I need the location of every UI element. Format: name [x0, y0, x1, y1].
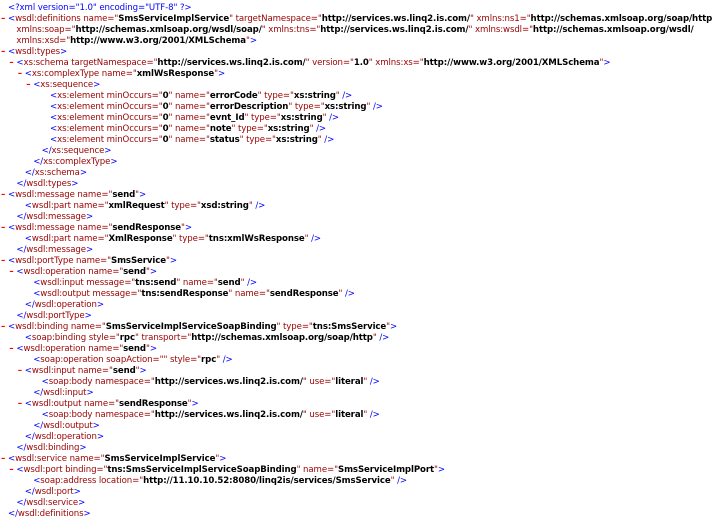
- xml-attribute-name: name=": [85, 267, 124, 277]
- xml-attribute-value: http://services.ws.linq2.is.com/: [321, 14, 470, 24]
- xml-punctuation: />: [220, 355, 233, 365]
- xml-tag-name: wsdl:types: [26, 179, 72, 189]
- xml-attribute-name: " name=": [228, 289, 270, 299]
- xml-attribute-name: ": [135, 190, 140, 200]
- collapse-toggle-icon[interactable]: –: [1, 454, 6, 464]
- xml-punctuation: />: [370, 102, 383, 112]
- xml-punctuation: >: [85, 212, 94, 222]
- xml-punctuation: </: [41, 146, 52, 156]
- xml-tag-name: wsdl:portType: [26, 311, 85, 321]
- xml-punctuation: />: [313, 124, 326, 134]
- xml-attribute-name: " type=": [231, 124, 268, 134]
- xml-attribute-value: xmlRequest: [108, 201, 165, 211]
- xml-attribute-name: name=": [74, 223, 113, 233]
- xml-tag-name: wsdl:binding: [26, 443, 80, 453]
- xml-attribute-name: name=": [66, 454, 105, 464]
- xml-attribute-name: ": [240, 278, 245, 288]
- xml-attribute-name: " type=": [172, 234, 209, 244]
- xml-tag-name: soap:body: [48, 410, 93, 420]
- xml-tag-name: xs:schema: [34, 168, 80, 178]
- xml-attribute-name: targetNamespace=": [68, 58, 158, 68]
- xml-punctuation: />: [394, 476, 407, 486]
- xml-tag-name: xs:sequence: [51, 146, 105, 156]
- xml-attribute-value: 0: [162, 124, 169, 134]
- xml-punctuation: >: [169, 256, 177, 266]
- xml-tag-name: wsdl:output: [31, 399, 82, 409]
- xml-attribute-value: xs:string: [324, 102, 367, 112]
- xml-punctuation: </: [8, 509, 18, 519]
- xml-punctuation: <: [24, 69, 32, 79]
- xml-punctuation: <: [33, 289, 41, 299]
- xml-attribute-name: ": [335, 91, 340, 101]
- xml-punctuation: >: [83, 509, 91, 519]
- xml-punctuation: <: [50, 135, 58, 145]
- xml-tag-name: wsdl:input: [43, 388, 87, 398]
- xml-attribute-name: ": [363, 410, 368, 420]
- xml-attribute-value: 0: [162, 91, 169, 101]
- xml-punctuation: >: [139, 190, 147, 200]
- xml-attribute-value: XmlResponse: [108, 234, 173, 244]
- xml-attribute-name: ": [216, 355, 221, 365]
- xml-attribute-name: binding=": [62, 465, 108, 475]
- xml-document-view: [0, 2, 712, 519]
- xml-attribute-value: send: [112, 190, 136, 200]
- xml-tag-name: xs:sequence: [40, 80, 94, 90]
- xml-attribute-value: http://11.10.10.52:8080/linq2is/services/SmsService: [143, 476, 391, 486]
- xml-attribute-value: SmsService: [110, 256, 166, 266]
- xml-tag-name: wsdl:operation: [23, 344, 86, 354]
- xml-punctuation: <: [33, 355, 41, 365]
- xml-punctuation: <: [8, 190, 16, 200]
- xml-punctuation: />: [308, 234, 321, 244]
- xml-punctuation: >: [71, 179, 79, 189]
- xml-punctuation: <: [24, 234, 32, 244]
- xml-attribute-value: tns:sendResponse: [141, 289, 229, 299]
- xml-tag-name: wsdl:message: [15, 223, 75, 233]
- xml-punctuation: <: [41, 410, 49, 420]
- xml-tag-name: wsdl:input: [40, 278, 84, 288]
- xml-attribute-name: minOccurs=": [104, 124, 163, 134]
- xml-attribute-value: tns:SmsService: [312, 322, 387, 332]
- collapse-toggle-icon[interactable]: –: [9, 58, 14, 68]
- xml-attribute-value: http://services.ws.linq2.is.com/: [154, 377, 303, 387]
- xml-punctuation: <: [16, 58, 24, 68]
- xml-attribute-value: evnt_Id: [209, 113, 245, 123]
- xml-punctuation: <: [8, 47, 16, 57]
- xml-attribute-value: xmlWsResponse: [136, 69, 215, 79]
- xml-punctuation: >: [149, 267, 157, 277]
- xml-attribute-value: rpc: [201, 355, 217, 365]
- xml-attribute-name: minOccurs=": [104, 113, 163, 123]
- xml-attribute-name: " targetNamespace=": [229, 14, 322, 24]
- xml-attribute-value: SmsServiceImplServiceSoapBinding: [105, 322, 277, 332]
- xml-punctuation: <: [16, 465, 24, 475]
- xml-tag-name: wsdl:operation: [34, 300, 97, 310]
- xml-punctuation: </: [16, 443, 27, 453]
- xml-tag-name: wsdl:definitions: [17, 509, 84, 519]
- xml-punctuation: <: [16, 267, 24, 277]
- xml-attribute-value: xs:string: [267, 124, 310, 134]
- xml-attribute-value: SmsServiceImplService: [118, 14, 230, 24]
- xml-punctuation: <: [24, 366, 32, 376]
- xml-attribute-name: ": [309, 124, 314, 134]
- xml-punctuation: <: [8, 223, 16, 233]
- xml-attribute-name: soapAction="" style=": [103, 355, 202, 365]
- xml-tag-name: wsdl:port: [34, 487, 74, 497]
- xml-tag-name: soap:binding: [31, 333, 87, 343]
- xml-attribute-name: name=": [99, 69, 137, 79]
- xml-tag-name: wsdl:service: [26, 498, 79, 508]
- collapse-toggle-icon[interactable]: –: [1, 47, 6, 57]
- xml-attribute-name: minOccurs=": [104, 135, 163, 145]
- xml-attribute-name: ": [146, 344, 150, 354]
- collapse-toggle-icon[interactable]: –: [1, 223, 6, 233]
- xml-attribute-value: http://services.ws.linq2.is.com/: [157, 58, 306, 68]
- xml-attribute-name: name=": [85, 344, 124, 354]
- xml-punctuation: >: [79, 168, 87, 178]
- xml-attribute-name: " name=": [168, 91, 210, 101]
- xml-attribute-name: " use=": [302, 377, 336, 387]
- xml-attribute-value: 0: [162, 113, 169, 123]
- xml-punctuation: <: [16, 344, 24, 354]
- collapse-toggle-icon[interactable]: –: [1, 190, 6, 200]
- xml-attribute-value: tns:xmlWsResponse: [208, 234, 305, 244]
- xml-attribute-name: name=": [70, 234, 109, 244]
- xml-attribute-name: xmlns:soap=": [16, 25, 76, 35]
- xml-punctuation: <: [8, 322, 16, 332]
- xml-attribute-name: ": [146, 267, 150, 277]
- xml-attribute-value: xs:string: [275, 135, 318, 145]
- xml-attribute-name: " xmlns:wsdl=": [468, 25, 533, 35]
- xml-punctuation: >: [110, 157, 118, 167]
- xml-attribute-name: name=": [70, 201, 109, 211]
- xml-punctuation: >: [86, 388, 94, 398]
- xml-punctuation: <: [8, 14, 16, 24]
- collapse-toggle-icon[interactable]: –: [1, 14, 6, 24]
- xml-attribute-name: ": [135, 366, 140, 376]
- xml-punctuation: </: [33, 388, 44, 398]
- xml-punctuation: <: [24, 333, 32, 343]
- xml-punctuation: <: [50, 102, 58, 112]
- xml-tag-name: soap:body: [48, 377, 93, 387]
- xml-attribute-name: " use=": [302, 410, 336, 420]
- xml-attribute-name: message=": [83, 278, 136, 288]
- xml-attribute-name: " type=": [239, 135, 276, 145]
- xml-attribute-value: 0: [162, 135, 169, 145]
- xml-punctuation: >: [249, 36, 257, 46]
- xml-attribute-value: http://schemas.xmlsoap.org/soap/http: [530, 14, 712, 24]
- xml-attribute-value: errorDescription: [209, 102, 289, 112]
- xml-attribute-value: http://www.w3.org/2001/XMLSchema: [423, 58, 600, 68]
- xml-punctuation: <: [33, 278, 41, 288]
- xml-punctuation: <: [8, 256, 16, 266]
- xml-attribute-value: tns:SmsServiceImplServiceSoapBinding: [107, 465, 297, 475]
- xml-punctuation: <: [24, 201, 32, 211]
- xml-attribute-name: ": [338, 289, 343, 299]
- xml-punctuation: <: [50, 91, 58, 101]
- xml-attribute-name: " name=": [168, 113, 210, 123]
- xml-punctuation: <: [50, 124, 58, 134]
- xml-punctuation: />: [376, 333, 390, 343]
- xml-punctuation: <: [8, 454, 16, 464]
- xml-attribute-name: " type=": [164, 201, 201, 211]
- xml-punctuation: </: [16, 498, 27, 508]
- xml-attribute-name: ": [187, 399, 192, 409]
- xml-attribute-name: " name=": [168, 124, 210, 134]
- xml-punctuation: </: [24, 432, 35, 442]
- xml-attribute-value: errorCode: [209, 91, 258, 101]
- xml-tag-name: soap:operation: [40, 355, 104, 365]
- xml-punctuation: >: [149, 344, 157, 354]
- xml-attribute-name: name=": [81, 399, 119, 409]
- xml-attribute-value: sendResponse: [112, 223, 182, 233]
- xml-attribute-name: ": [363, 377, 368, 387]
- xml-attribute-value: send: [112, 366, 136, 376]
- xml-punctuation: >: [219, 454, 227, 464]
- collapse-toggle-icon[interactable]: –: [9, 344, 14, 354]
- xml-attribute-name: " transport=": [134, 333, 192, 343]
- xml-attribute-name: location=": [96, 476, 144, 486]
- xml-attribute-value: xsd:string: [200, 201, 249, 211]
- xml-tag-name: xs:element: [57, 91, 105, 101]
- xml-tag-name: wsdl:message: [26, 212, 86, 222]
- xml-tag-name: xs:schema: [23, 58, 69, 68]
- xml-attribute-name: ": [322, 113, 327, 123]
- xml-punctuation: >: [139, 366, 147, 376]
- xml-punctuation: >: [96, 300, 104, 310]
- xml-attribute-value: rpc: [119, 333, 135, 343]
- xml-punctuation: >: [104, 146, 112, 156]
- xml-attribute-value: SmsServiceImplService: [104, 454, 216, 464]
- xml-tag-name: wsdl:part: [31, 201, 71, 211]
- xml-tag-name: wsdl:output: [40, 289, 90, 299]
- xml-attribute-name: " type=": [257, 91, 294, 101]
- xml-attribute-name: minOccurs=": [104, 102, 163, 112]
- xml-attribute-value: 1.0: [353, 58, 369, 68]
- xml-attribute-value: status: [209, 135, 240, 145]
- xml-attribute-value: sendResponse: [118, 399, 188, 409]
- xml-attribute-name: ": [214, 69, 218, 79]
- xml-attribute-name: name=": [68, 322, 106, 332]
- xml-attribute-name: " name=": [176, 278, 218, 288]
- xml-attribute-name: ": [215, 454, 220, 464]
- xml-attribute-name: ": [372, 333, 377, 343]
- xml-attribute-name: " xmlns:ns1=": [469, 14, 531, 24]
- xml-punctuation: />: [321, 135, 335, 145]
- xml-punctuation: >: [96, 432, 104, 442]
- xml-attribute-name: " xmlns:xs=": [368, 58, 424, 68]
- xml-punctuation: >: [437, 465, 445, 475]
- xml-attribute-value: note: [209, 124, 232, 134]
- xml-line: [33, 475, 407, 487]
- xml-attribute-name: name=": [75, 366, 113, 376]
- xml-attribute-name: namespace=": [92, 377, 155, 387]
- xml-punctuation: >: [84, 311, 92, 321]
- xml-punctuation: >: [92, 421, 100, 431]
- xml-attribute-name: message=": [89, 289, 142, 299]
- xml-attribute-name: ": [181, 223, 185, 233]
- xml-attribute-name: ": [599, 58, 604, 68]
- xml-punctuation: >: [60, 47, 68, 57]
- xml-attribute-name: ": [165, 256, 170, 266]
- xml-attribute-value: http://schemas.xmlsoap.org/wsdl/soap/: [75, 25, 262, 35]
- collapse-toggle-icon[interactable]: –: [1, 256, 6, 266]
- xml-attribute-value: http://services.ws.linq2.is.com/: [320, 25, 469, 35]
- xml-line: [8, 508, 91, 520]
- xml-punctuation: >: [79, 443, 87, 453]
- xml-attribute-name: name=": [80, 14, 119, 24]
- xml-punctuation: </: [16, 179, 27, 189]
- xml-punctuation: </: [16, 311, 27, 321]
- xml-punctuation: </: [24, 487, 35, 497]
- xml-tag-name: soap:address: [40, 476, 97, 486]
- xml-punctuation: />: [342, 289, 355, 299]
- xml-tag-name: wsdl:input: [31, 366, 76, 376]
- xml-attribute-name: " name=": [296, 465, 338, 475]
- xml-tag-name: xs:element: [57, 102, 105, 112]
- xml-attribute-value: send: [217, 278, 241, 288]
- xml-tag-name: wsdl:types: [15, 47, 61, 57]
- xml-attribute-value: http://services.ws.linq2.is.com/: [154, 410, 303, 420]
- xml-tag-name: xs:element: [57, 124, 105, 134]
- xml-tag-name: wsdl:message: [15, 190, 75, 200]
- xml-attribute-name: ": [386, 322, 391, 332]
- collapse-toggle-icon[interactable]: –: [9, 465, 14, 475]
- xml-tag-name: xs:element: [57, 113, 105, 123]
- xml-punctuation: <: [33, 476, 41, 486]
- xml-tag-name: wsdl:message: [26, 245, 86, 255]
- xml-punctuation: <: [41, 377, 49, 387]
- xml-punctuation: </: [33, 421, 44, 431]
- collapse-toggle-icon[interactable]: –: [17, 366, 22, 376]
- xml-attribute-name: ": [317, 135, 322, 145]
- xml-punctuation: <: [33, 80, 41, 90]
- xml-attribute-value: sendResponse: [269, 289, 339, 299]
- xml-tag-name: wsdl:service: [15, 454, 67, 464]
- xml-attribute-name: " xmlns:tns=": [261, 25, 321, 35]
- xml-punctuation: >: [93, 80, 101, 90]
- xml-punctuation: </: [24, 300, 35, 310]
- xml-attribute-value: xs:string: [293, 91, 336, 101]
- collapse-toggle-icon[interactable]: –: [26, 80, 31, 90]
- xml-punctuation: >: [73, 487, 81, 497]
- xml-tag-name: wsdl:operation: [23, 267, 86, 277]
- xml-attribute-name: ": [390, 476, 395, 486]
- xml-attribute-name: name=": [73, 256, 111, 266]
- collapse-toggle-icon[interactable]: –: [17, 69, 22, 79]
- xml-attribute-value: SmsServiceImplPort: [337, 465, 434, 475]
- xml-punctuation: >: [85, 245, 94, 255]
- collapse-toggle-icon[interactable]: –: [17, 399, 22, 409]
- xml-attribute-value: tns:send: [135, 278, 177, 288]
- xml-attribute-name: minOccurs=": [104, 91, 163, 101]
- xml-attribute-name: " version=": [305, 58, 354, 68]
- xml-attribute-name: " type=": [244, 113, 281, 123]
- xml-punctuation: </: [16, 245, 27, 255]
- xml-tag-name: xs:element: [57, 135, 105, 145]
- xml-tag-name: wsdl:port: [23, 465, 63, 475]
- xml-attribute-name: ": [245, 36, 250, 46]
- xml-tag-name: wsdl:part: [31, 234, 71, 244]
- xml-attribute-name: ": [366, 102, 371, 112]
- xml-punctuation: >: [217, 69, 226, 79]
- xml-punctuation: />: [326, 113, 340, 123]
- xml-attribute-value: send: [123, 267, 146, 277]
- xml-attribute-name: style=": [86, 333, 120, 343]
- xml-tag-name: wsdl:binding: [15, 322, 69, 332]
- xml-attribute-value: http://schemas.xmlsoap.org/soap/http: [191, 333, 373, 343]
- xml-punctuation: />: [252, 201, 266, 211]
- xml-attribute-name: ": [433, 465, 438, 475]
- xml-attribute-value: send: [123, 344, 146, 354]
- xml-punctuation: />: [367, 377, 380, 387]
- xml-attribute-name: " type=": [288, 102, 325, 112]
- xml-attribute-value: literal: [335, 377, 364, 387]
- xml-attribute-name: " type=": [276, 322, 313, 332]
- xml-attribute-name: name=": [74, 190, 113, 200]
- xml-attribute-value: 0: [162, 102, 169, 112]
- xml-punctuation: >: [390, 322, 398, 332]
- xml-tag-name: xs:complexType: [43, 157, 111, 167]
- xml-punctuation: <: [24, 399, 32, 409]
- xml-punctuation: >: [603, 58, 611, 68]
- collapse-toggle-icon[interactable]: –: [9, 267, 14, 277]
- xml-punctuation: />: [244, 278, 258, 288]
- xml-punctuation: >: [78, 498, 86, 508]
- xml-punctuation: />: [339, 91, 353, 101]
- xml-punctuation: </: [16, 212, 27, 222]
- xml-attribute-value: literal: [335, 410, 364, 420]
- xml-punctuation: </: [33, 157, 44, 167]
- xml-attribute-name: namespace=": [92, 410, 155, 420]
- xml-attribute-name: " name=": [168, 102, 210, 112]
- xml-punctuation: >: [191, 399, 199, 409]
- xml-attribute-value: xs:string: [280, 113, 323, 123]
- xml-tag-name: wsdl:output: [43, 421, 93, 431]
- xml-tag-name: xs:complexType: [31, 69, 100, 79]
- collapse-toggle-icon[interactable]: –: [1, 322, 6, 332]
- xml-tag-name: wsdl:definitions: [15, 14, 81, 24]
- xml-attribute-name: ": [248, 201, 253, 211]
- xml-attribute-name: ": [304, 234, 309, 244]
- xml-tag-name: wsdl:operation: [34, 432, 97, 442]
- xml-attribute-name: xmlns:xsd=": [16, 36, 71, 46]
- xml-punctuation: >: [184, 223, 193, 233]
- xml-attribute-value: http://schemas.xmlsoap.org/wsdl/: [532, 25, 694, 35]
- xml-attribute-value: http://www.w3.org/2001/XMLSchema: [70, 36, 246, 46]
- xml-punctuation: </: [24, 168, 35, 178]
- xml-tag-name: wsdl:portType: [15, 256, 74, 266]
- xml-declaration: <?xml version="1.0" encoding="UTF-8" ?>: [8, 3, 192, 13]
- xml-attribute-name: " name=": [168, 135, 210, 145]
- xml-punctuation: />: [367, 410, 380, 420]
- xml-punctuation: <: [50, 113, 58, 123]
